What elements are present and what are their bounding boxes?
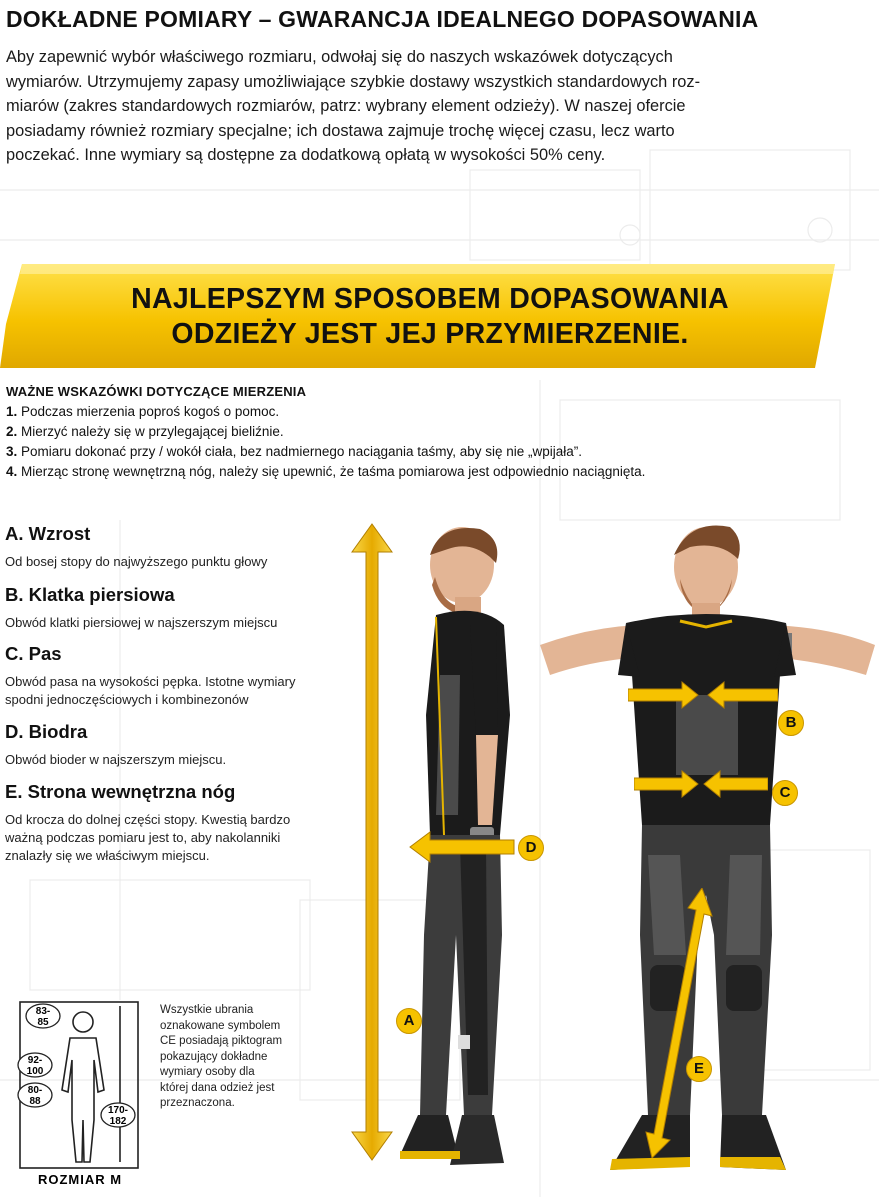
badge-b: B [778,710,804,736]
size-label: ROZMIAR M [37,1172,123,1187]
badge-e: E [686,1056,712,1082]
measure-description-line: Obwód bioder w najszerszym miejscu. [5,752,227,767]
inseam-arrow [644,888,714,1158]
caption-line: Wszystkie ubrania [160,1004,254,1016]
tip-text: Mierząc stronę wewnętrzną nóg, należy się upewnić, że taśma pomiarowa jest odpowiednio naciągnięta. [17,464,646,479]
measuring-tips [6,382,766,482]
tip-number: 3. [6,444,18,459]
tips-heading: WAŻNE WSKAZÓWKI DOTYCZĄCE MIERZENIA [6,384,307,399]
head-size-bottom: 85 [37,1017,49,1028]
measure-heading: C. Pas [5,643,62,664]
intro-line: miarów (zakres standardowych rozmiarów, patrz: wybrany element odzieży). W naszej ofercie [6,97,686,115]
chest-size-top: 92- [27,1055,43,1066]
measure-heading: A. Wzrost [5,523,91,544]
tip-item [6,422,766,442]
caption-line: przeznaczona. [160,1097,235,1109]
measure-hips [5,721,335,769]
waist-size-top: 80- [27,1085,43,1096]
tip-item [6,442,766,462]
page-title: DOKŁADNE POMIARY – GWARANCJA IDEALNEGO DOPASOWANIA [6,6,759,32]
measure-heading: E. Strona wewnętrzna nóg [5,781,236,802]
hip-arrow [408,830,518,864]
caption-line: oznakowane symbolem [160,1019,281,1032]
measure-description [5,811,335,865]
badge-c: C [772,780,798,806]
size-pictogram [10,1000,160,1195]
tip-item [6,402,766,422]
waist-arrows [634,770,768,798]
measure-description-line: Obwód klatki piersiowej w najszerszym miejscu [5,615,278,630]
intro-line: wymiarów. Utrzymujemy zapasy umożliwiające szybkie dostawy wszystkich standardowych roz- [6,72,701,91]
measure-description-line: spodni jednoczęściowych i kombinezonów [5,692,249,707]
measure-height [5,523,335,571]
banner-headline [0,282,860,352]
banner-line-2: ODZIEŻY JEST JEJ PRZYMIERZENIE. [171,318,689,350]
pictogram-figure-icon [10,1000,160,1195]
caption-line: wymiary osoby dla [160,1066,255,1078]
intro-paragraph [6,45,866,168]
measure-heading: B. Klatka piersiowa [5,584,175,605]
chest-arrows [628,680,778,710]
caption-line: której dana odzież jest [160,1081,275,1094]
chest-size-bottom: 100 [26,1066,44,1077]
measure-waist [5,643,335,709]
measure-description-line: znalazły się we właściwym miejscu. [5,848,210,863]
height-size-top: 170- [107,1105,129,1116]
intro-line: Aby zapewnić wybór właściwego rozmiaru, odwołaj się do naszych wskazówek dotyczących [6,48,673,66]
pictogram-caption [160,1003,300,1112]
measure-description [5,673,335,709]
tip-number: 4. [6,464,18,479]
tip-text: Podczas mierzenia poproś kogoś o pomoc. [17,404,280,419]
measure-description-line: ważną podczas pomiaru jest to, aby nakolanniki [5,830,281,845]
measure-description-line: Od krocza do dolnej części stopy. Kwestią bardzo [5,812,291,827]
height-arrow [350,522,395,1162]
intro-line: posiadamy również rozmiary specjalne; ich dostawa zajmuje trochę więcej czasu, lecz warto [6,121,675,140]
measure-description-line: Obwód pasa na wysokości pępka. Istotne wymiary [5,674,296,689]
tip-number: 2. [6,424,18,439]
measure-heading: D. Biodra [5,721,88,742]
caption-line: pokazujący dokładne [160,1050,268,1063]
intro-line: poczekać. Inne wymiary są dostępne za dodatkową opłatą w wysokości 50% ceny. [6,146,606,164]
tip-number: 1. [6,404,18,419]
head-size-top: 83- [35,1006,51,1017]
tip-text: Pomiaru dokonać przy / wokół ciała, bez nadmiernego naciągania taśmy, aby się nie „wpijała”. [17,444,583,459]
height-size-bottom: 182 [109,1116,127,1127]
caption-line: CE posiadają piktogram [160,1035,283,1047]
measure-description-line: Od bosej stopy do najwyższego punktu głowy [5,554,268,569]
measure-description [5,751,335,769]
tip-text: Mierzyć należy się w przylegającej bieliźnie. [17,424,284,439]
waist-size-bottom: 88 [29,1096,41,1107]
measure-chest [5,584,335,632]
banner-line-1: NAJLEPSZYM SPOSOBEM DOPASOWANIA [131,283,729,315]
badge-d: D [518,835,544,861]
measure-inseam [5,781,335,865]
badge-a: A [396,1008,422,1034]
measure-description [5,614,335,632]
measure-description [5,553,335,571]
tip-item [6,462,766,482]
